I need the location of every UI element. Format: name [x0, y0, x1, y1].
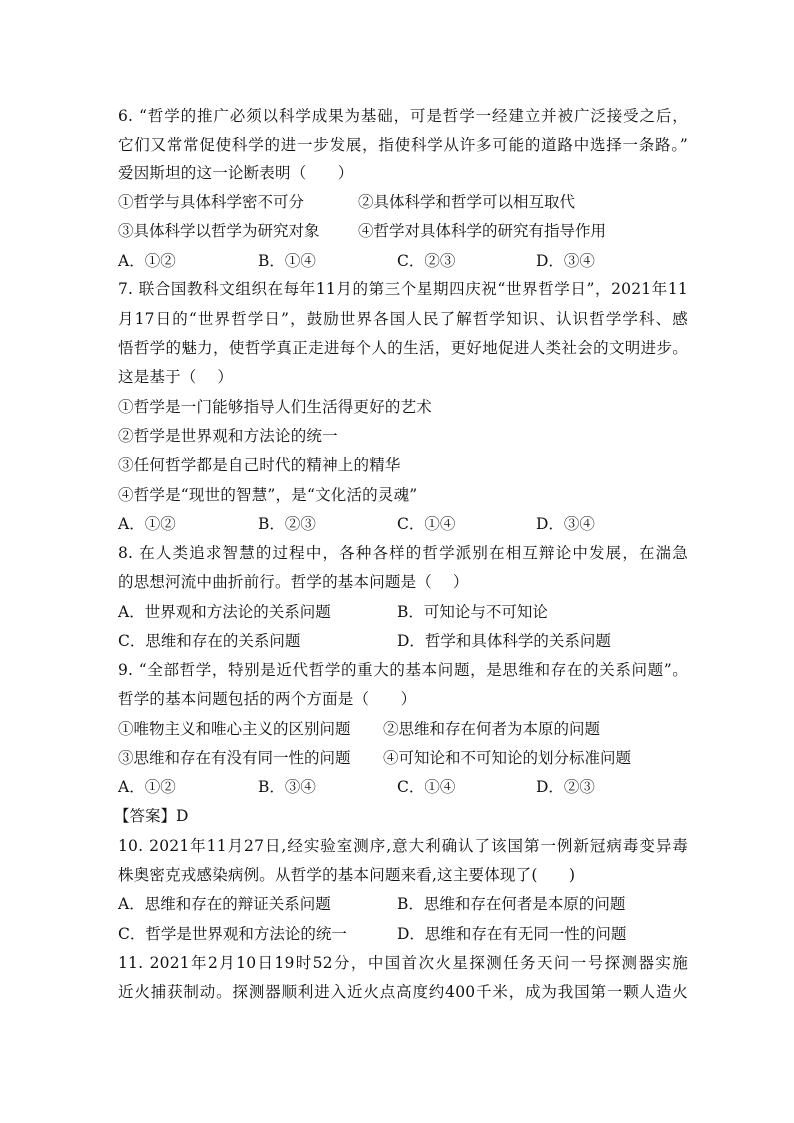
q6-choice-b: B．①④ [258, 252, 316, 270]
q9-choice-d: D．②③ [536, 778, 595, 796]
q8-choice-c: C．思维和存在的关系问题 [118, 632, 301, 650]
q7-stem-line-1: 7. 联合国教科文组织在每年11月的第三个星期四庆祝“世界哲学日”，2021年11 [118, 280, 688, 298]
q11-stem-line-2: 近火捕获制动。探测器顺利进入近火点高度约400千米，成为我国第一颗人造火 [118, 983, 688, 1001]
q10-choice-d: D．思维和存在有无同一性的问题 [397, 925, 627, 943]
q7-statement-4: ④哲学是“现世的智慧”，是“文化活的灵魂” [118, 486, 418, 504]
q7-choice-d: D．③④ [536, 515, 595, 533]
q10-choice-a: A．思维和存在的辩证关系问题 [118, 895, 331, 913]
q10-stem-line-1: 10. 2021年11月27日,经实验室测序,意大利确认了该国第一例新冠病毒变异毒 [118, 837, 688, 855]
q8-stem-line-1: 8. 在人类追求智慧的过程中，各种各样的哲学派别在相互辩论中发展，在湍急 [118, 544, 688, 562]
q11-stem-line-1: 11. 2021年2月10日19时52分，中国首次火星探测任务天问一号探测器实施 [118, 954, 688, 972]
q7-stem-line-4: 这是基于（ ） [118, 368, 234, 386]
q6-choice-c: C．②③ [397, 252, 456, 270]
q6-stem-line-2: 它们又常常促使科学的进一步发展，指使科学从许多可能的道路中选择一条路。” [118, 136, 688, 154]
q6-choice-a: A．①② [118, 252, 176, 270]
q9-statement-3: ③思维和存在有没有同一性的问题 [118, 749, 351, 767]
q7-choice-a: A．①② [118, 515, 176, 533]
q8-choice-d: D．哲学和具体科学的关系问题 [397, 632, 611, 650]
q9-answer: 【答案】D [114, 807, 189, 825]
q7-stem-line-3: 悟哲学的魅力，使哲学真正走进每个人的生活，更好地促进人类社会的文明进步。 [118, 339, 688, 357]
q9-statement-1: ①唯物主义和唯心主义的区别问题 [118, 720, 351, 738]
q8-choice-a: A．世界观和方法论的关系问题 [118, 603, 331, 621]
q6-stem-line-3: 爱因斯坦的这一论断表明（ ） [118, 164, 354, 182]
q7-choice-b: B．②③ [258, 515, 316, 533]
q6-stem-line-1: 6. “哲学的推广必须以科学成果为基础，可是哲学一经建立并被广泛接受之后， [118, 107, 688, 125]
q9-choice-c: C．①④ [397, 778, 456, 796]
q6-statement-2: ②具体科学和哲学可以相互取代 [358, 193, 576, 211]
q9-stem-line-1: 9. “全部哲学，特别是近代哲学的重大的基本问题，是思维和存在的关系问题”。 [118, 661, 688, 679]
q9-statement-2: ②思维和存在何者为本原的问题 [383, 720, 601, 738]
q7-statement-3: ③任何哲学都是自己时代的精神上的精华 [118, 456, 401, 474]
q7-stem-line-2: 月17日的“世界哲学日”，鼓励世界各国人民了解哲学知识、认识哲学学科、感 [118, 310, 688, 328]
q6-statement-4: ④哲学对具体科学的研究有指导作用 [358, 222, 607, 240]
q9-choice-a: A．①② [118, 778, 176, 796]
q7-statement-2: ②哲学是世界观和方法论的统一 [118, 427, 338, 445]
q10-stem-line-2: 株奥密克戎感染病例。从哲学的基本问题来看,这主要体现了( ) [118, 866, 576, 884]
q7-choice-c: C．①④ [397, 515, 456, 533]
q6-statement-3: ③具体科学以哲学为研究对象 [118, 222, 320, 240]
q8-stem-line-2: 的思想河流中曲折前行。哲学的基本问题是（ ） [118, 573, 469, 591]
q6-choice-d: D．③④ [536, 252, 595, 270]
q9-stem-line-2: 哲学的基本问题包括的两个方面是（ ） [118, 690, 417, 708]
q9-statement-4: ④可知论和不可知论的划分标准问题 [383, 749, 632, 767]
q10-choice-c: C．哲学是世界观和方法论的统一 [118, 925, 347, 943]
q6-statement-1: ①哲学与具体科学密不可分 [118, 193, 305, 211]
q7-statement-1: ①哲学是一门能够指导人们生活得更好的艺术 [118, 398, 433, 416]
q8-choice-b: B．可知论与不可知论 [397, 603, 548, 621]
q10-choice-b: B．思维和存在何者是本原的问题 [397, 895, 626, 913]
q9-choice-b: B．③④ [258, 778, 316, 796]
